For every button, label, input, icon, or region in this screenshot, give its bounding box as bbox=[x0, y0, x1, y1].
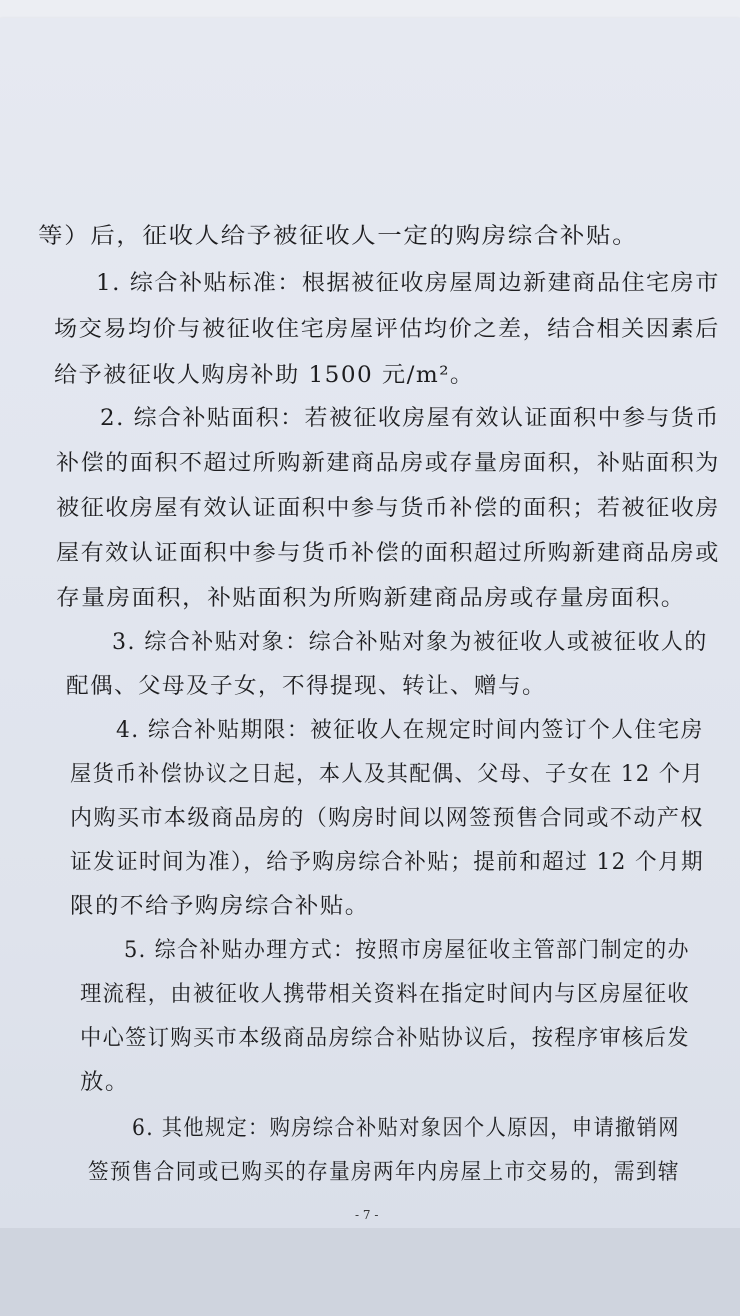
text-line: 场交易均价与被征收住宅房屋评估均价之差，结合相关因素后 bbox=[54, 317, 720, 342]
text-line: 限的不给予购房综合补贴。 bbox=[70, 894, 370, 919]
text-line: 签预售合同或已购买的存量房两年内房屋上市交易的，需到辖 bbox=[88, 1160, 680, 1185]
text-line: 中心签订购买市本级商品房综合补贴协议后，按程序审核后发 bbox=[80, 1026, 690, 1051]
text-line: 3. 综合补贴对象：综合补贴对象为被征收人或被征收人的 bbox=[112, 630, 708, 655]
text-line: 6. 其他规定：购房综合补贴对象因个人原因，申请撤销网 bbox=[132, 1116, 680, 1141]
background-surface bbox=[0, 1228, 740, 1316]
text-line: 1. 综合补贴标准：根据被征收房屋周边新建商品住宅房市 bbox=[96, 271, 720, 296]
text-line: 被征收房屋有效认证面积中参与货币补偿的面积；若被征收房 bbox=[56, 496, 720, 521]
text-line: 2. 综合补贴面积：若被征收房屋有效认证面积中参与货币 bbox=[100, 406, 720, 431]
text-line: 4. 综合补贴期限：被征收人在规定时间内签订个人住宅房 bbox=[116, 718, 704, 743]
text-line: 证发证时间为准），给予购房综合补贴；提前和超过 12 个月期 bbox=[70, 850, 704, 875]
text-line: 配偶、父母及子女，不得提现、转让、赠与。 bbox=[66, 674, 547, 699]
paper-top-edge bbox=[0, 0, 740, 18]
text-line: 等）后，征收人给予被征收人一定的购房综合补贴。 bbox=[38, 224, 639, 249]
text-line: 给予被征收人购房补助 1500 元/m²。 bbox=[54, 363, 475, 388]
text-line: 补偿的面积不超过所购新建商品房或存量房面积，补贴面积为 bbox=[56, 451, 720, 476]
page-number: - 7 - bbox=[355, 1208, 379, 1222]
text-line: 内购买市本级商品房的（购房时间以网签预售合同或不动产权 bbox=[70, 806, 704, 831]
text-line: 存量房面积，补贴面积为所购新建商品房或存量房面积。 bbox=[56, 586, 687, 611]
text-line: 5. 综合补贴办理方式：按照市房屋征收主管部门制定的办 bbox=[124, 938, 690, 963]
text-line: 屋货币补偿协议之日起，本人及其配偶、父母、子女在 12 个月 bbox=[70, 762, 704, 787]
text-line: 屋有效认证面积中参与货币补偿的面积超过所购新建商品房或 bbox=[56, 541, 720, 566]
text-line: 理流程，由被征收人携带相关资料在指定时间内与区房屋征收 bbox=[80, 982, 690, 1007]
text-line: 放。 bbox=[80, 1070, 130, 1095]
